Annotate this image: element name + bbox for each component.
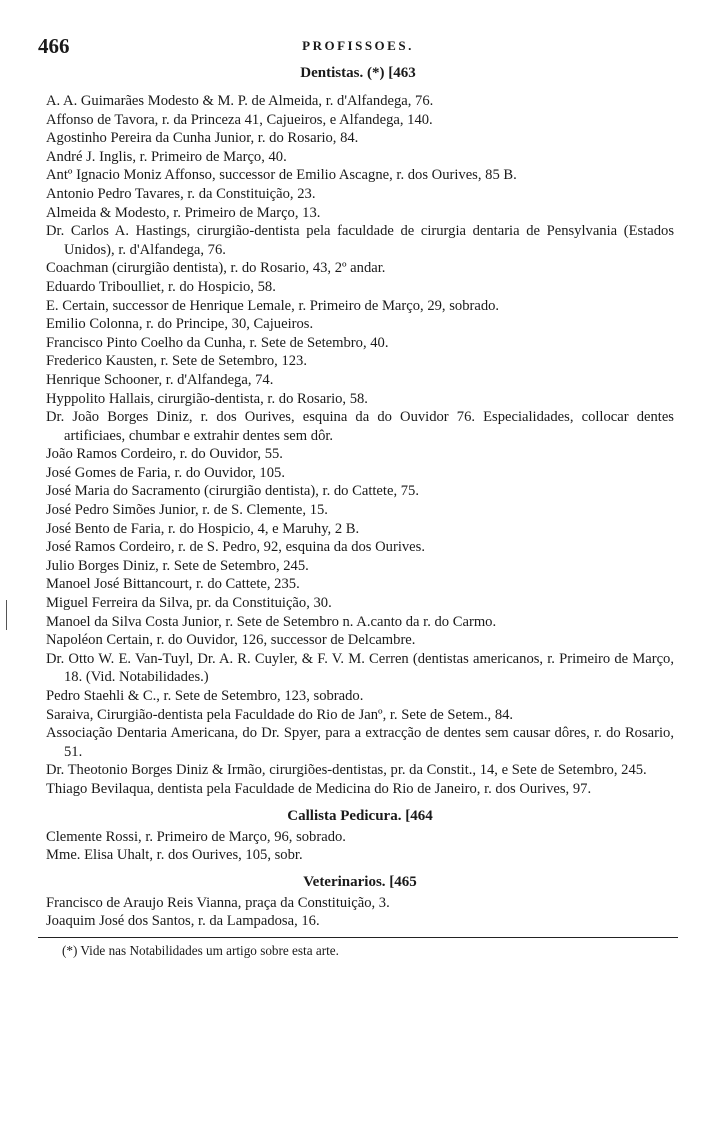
directory-entry: Eduardo Triboulliet, r. do Hospicio, 58. (46, 278, 276, 295)
directory-entry: Dr. Otto W. E. Van-Tuyl, Dr. A. R. Cuyler, & F. V. M. Cerren (dentistas americanos, r. Primeiro de Março, 18. (Vid. Notabilidades.) (46, 650, 674, 686)
directory-entry: Agostinho Pereira da Cunha Junior, r. do Rosario, 84. (46, 130, 359, 147)
footnote: (*) Vide nas Notabilidades um artigo sobre esta arte. (62, 942, 339, 958)
section-dentistas (46, 92, 674, 799)
directory-entry: Dr. Theotonio Borges Diniz & Irmão, cirurgiões-dentistas, pr. da Constit., 14, e Sete de Setembro, 245. (46, 762, 647, 779)
directory-entry: Mme. Elisa Uhalt, r. dos Ourives, 105, sobr. (46, 847, 303, 864)
directory-entry: Manoel da Silva Costa Junior, r. Sete de Setembro n. A.canto da r. do Carmo. (46, 613, 497, 630)
section-title-veterinarios: Veterinarios. [465 (303, 873, 417, 890)
section-title-callista: Callista Pedicura. [464 (287, 807, 433, 824)
directory-entry: Antonio Pedro Tavares, r. da Constituição, 23. (46, 185, 316, 202)
directory-entry: Manoel José Bittancourt, r. do Cattete, 235. (46, 576, 300, 593)
directory-entry: Coachman (cirurgião dentista), r. do Rosario, 43, 2º andar. (46, 260, 386, 277)
directory-entry: Francisco Pinto Coelho da Cunha, r. Sete de Setembro, 40. (46, 334, 389, 351)
running-head: PROFISSOES. (302, 38, 414, 53)
directory-entry: Frederico Kausten, r. Sete de Setembro, 123. (46, 353, 307, 370)
directory-entry: José Maria do Sacramento (cirurgião dentista), r. do Cattete, 75. (46, 483, 419, 500)
directory-entry: Pedro Staehli & C., r. Sete de Setembro, 123, sobrado. (46, 688, 364, 704)
directory-entry: Clemente Rossi, r. Primeiro de Março, 96, sobrado. (46, 828, 346, 845)
directory-entry: João Ramos Cordeiro, r. do Ouvidor, 55. (46, 446, 283, 463)
directory-entry: A. A. Guimarães Modesto & M. P. de Almeida, r. d'Alfandega, 76. (46, 93, 434, 109)
directory-entry: Napoléon Certain, r. do Ouvidor, 126, successor de Delcambre. (46, 632, 416, 649)
directory-entry: E. Certain, successor de Henrique Lemale, r. Primeiro de Março, 29, sobrado. (46, 297, 500, 314)
directory-entry: Associação Dentaria Americana, do Dr. Spyer, para a extracção de dentes sem causar dôres, r. do Rosario, 51. (46, 725, 674, 760)
page-header (38, 34, 678, 60)
directory-entry: Joaquim José dos Santos, r. da Lampadosa, 16. (46, 913, 320, 930)
directory-entry: José Gomes de Faria, r. do Ouvidor, 105. (46, 464, 285, 481)
directory-entry: Almeida & Modesto, r. Primeiro de Março, 13. (46, 204, 321, 221)
section-callista-pedicura (46, 805, 674, 865)
directory-entry: Hyppolito Hallais, cirurgião-dentista, r. do Rosario, 58. (46, 390, 368, 407)
section-title-dentistas: Dentistas. (*) [463 (300, 65, 416, 81)
footnote-divider (38, 937, 678, 938)
directory-entry: Miguel Ferreira da Silva, pr. da Constituição, 30. (46, 595, 332, 612)
directory-entry: André J. Inglis, r. Primeiro de Março, 40. (46, 148, 287, 165)
directory-entry: Dr. Carlos A. Hastings, cirurgião-dentista pela faculdade de cirurgia dentaria de Pensylvania (Estados Unidos), r. d'Alfandega, 76. (46, 223, 674, 258)
directory-entry: Dr. João Borges Diniz, r. dos Ourives, esquina da do Ouvidor 76. Especialidades, collocar dentes artificiaes, chumbar e extrahir dentes sem dôr. (46, 409, 674, 444)
directory-entry: Francisco de Araujo Reis Vianna, praça da Constituição, 3. (46, 894, 390, 911)
directory-entry: Affonso de Tavora, r. da Princeza 41, Cajueiros, e Alfandega, 140. (46, 111, 433, 128)
directory-entry: Julio Borges Diniz, r. Sete de Setembro, 245. (46, 557, 309, 574)
directory-entry: José Pedro Simões Junior, r. de S. Clemente, 15. (46, 502, 328, 519)
directory-entry: Henrique Schooner, r. d'Alfandega, 74. (46, 371, 274, 388)
directory-entry: Antº Ignacio Moniz Affonso, successor de Emilio Ascagne, r. dos Ourives, 85 B. (46, 167, 517, 184)
entries-list (46, 92, 674, 960)
directory-entry: Emilio Colonna, r. do Principe, 30, Cajueiros. (46, 316, 314, 333)
directory-entry: José Ramos Cordeiro, r. de S. Pedro, 92, esquina da dos Ourives. (46, 539, 425, 556)
directory-entry: Saraiva, Cirurgião-dentista pela Faculdade do Rio de Janº, r. Sete de Setem., 84. (46, 706, 514, 723)
directory-entry: Thiago Bevilaqua, dentista pela Faculdade de Medicina do Rio de Janeiro, r. dos Ourives, 97. (46, 780, 592, 797)
directory-entry: José Bento de Faria, r. do Hospicio, 4, e Maruhy, 2 B. (46, 520, 360, 537)
margin-mark (6, 600, 7, 630)
page-number: 466 (38, 34, 70, 58)
section-veterinarios (46, 871, 674, 931)
